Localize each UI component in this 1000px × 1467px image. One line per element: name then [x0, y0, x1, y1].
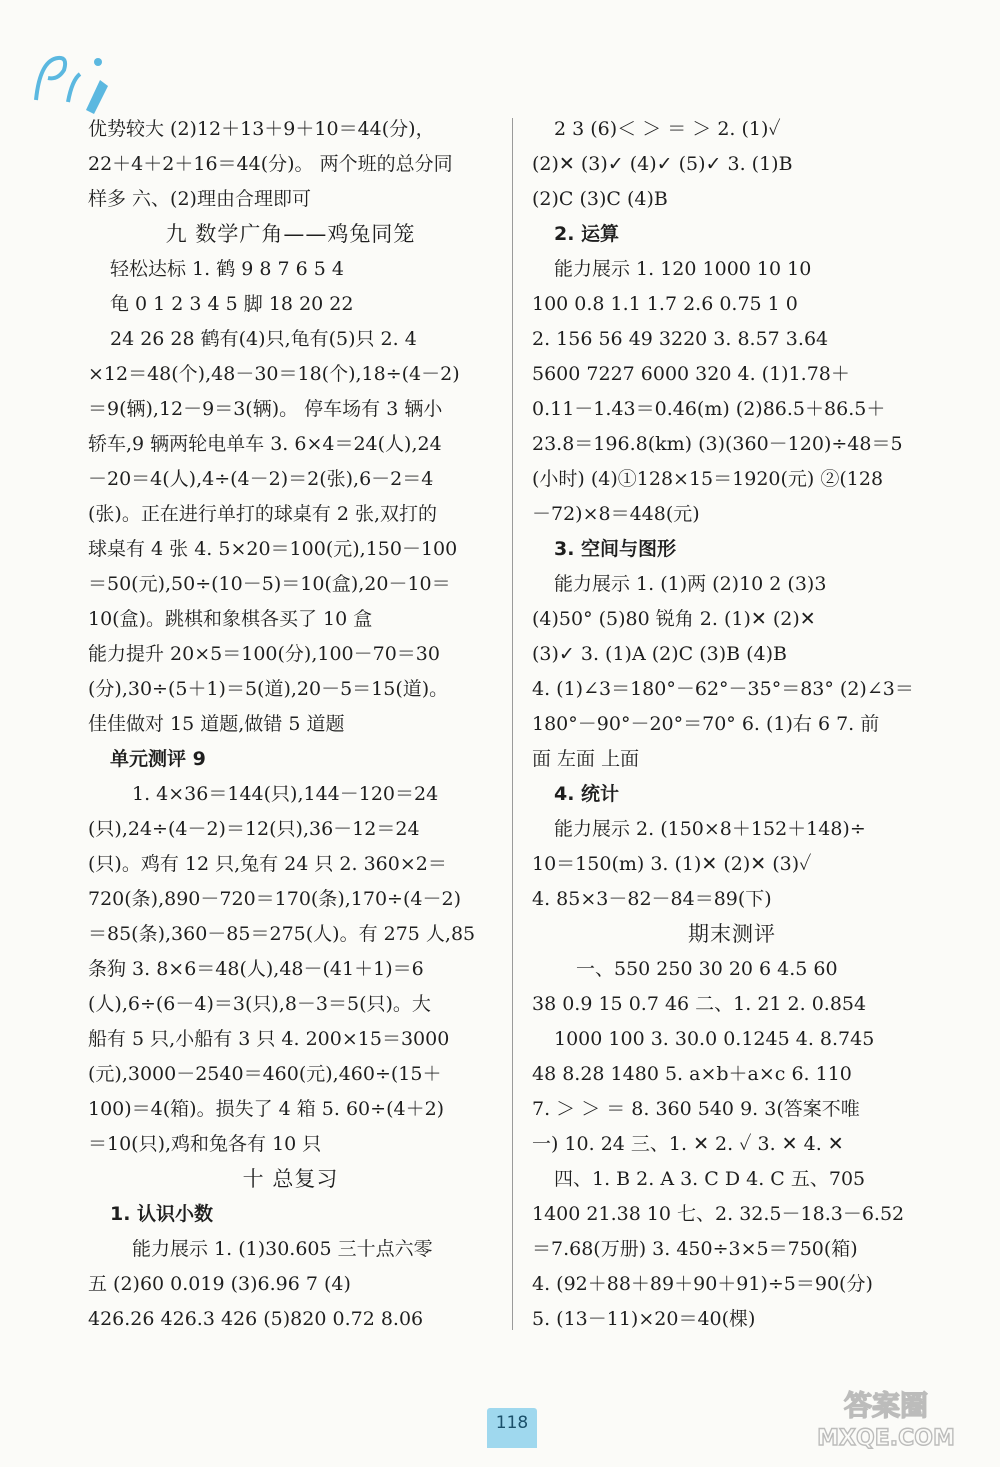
page-number: 118: [487, 1408, 537, 1448]
text-line: 一、550 250 30 20 6 4.5 60: [576, 958, 838, 980]
text-line: 一) 10. 24 三、1. ✕ 2. ✓ 3. ✕ 4. ✕: [532, 1133, 844, 1155]
text-line: 2 3 (6)＜ ＞ ＝ ＞ 2. (1)✓: [554, 118, 781, 140]
text-line: 单元测评 9: [110, 748, 206, 770]
watermark-url: MXQE.COM: [817, 1426, 955, 1451]
text-line: (只),24÷(4－2)＝12(只),36－12＝24: [88, 818, 420, 840]
text-line: ＝9(辆),12－9＝3(辆)。 停车场有 3 辆小: [88, 398, 443, 420]
text-line: 样多 六、(2)理由合理即可: [88, 188, 311, 210]
text-line: (3)✓ 3. (1)A (2)C (3)B (4)B: [532, 643, 787, 665]
text-line: 720(条),890－720＝170(条),170÷(4－2): [88, 888, 461, 910]
text-line: 10(盒)。跳棋和象棋各买了 10 盒: [88, 608, 373, 630]
section-heading: 期末测评: [688, 922, 776, 946]
text-line: 7. ＞ ＞ ＝ 8. 360 540 9. 3(答案不唯: [532, 1098, 860, 1120]
text-line: 23.8＝196.8(km) (3)(360－120)÷48＝5: [532, 433, 903, 455]
text-line: 面 左面 上面: [532, 748, 640, 770]
text-line: 船有 5 只,小船有 3 只 4. 200×15＝3000: [88, 1028, 450, 1050]
text-line: (2)✕ (3)✓ (4)✓ (5)✓ 3. (1)B: [532, 153, 793, 175]
text-line: 球桌有 4 张 4. 5×20＝100(元),150－100: [88, 538, 458, 560]
text-line: 180°－90°－20°＝70° 6. (1)右 6 7. 前: [532, 713, 880, 735]
text-line: (2)C (3)C (4)B: [532, 188, 668, 210]
text-line: (只)。鸡有 12 只,兔有 24 只 2. 360×2＝: [88, 853, 447, 875]
text-line: 100)＝4(箱)。损失了 4 箱 5. 60÷(4＋2): [88, 1098, 445, 1120]
text-line: 100 0.8 1.1 1.7 2.6 0.75 1 0: [532, 293, 798, 315]
text-line: 1000 100 3. 30.0 0.1245 4. 8.745: [554, 1028, 875, 1050]
text-line: ×12＝48(个),48－30＝18(个),18÷(4－2): [88, 363, 460, 385]
text-line: 2. 156 56 49 3220 3. 8.57 3.64: [532, 328, 829, 350]
left-column: [88, 112, 493, 1337]
text-line: (小时) (4)①128×15＝1920(元) ②(128: [532, 468, 884, 490]
text-line: (张)。正在进行单打的球桌有 2 张,双打的: [88, 503, 438, 525]
text-line: ＝7.68(万册) 3. 450÷3×5＝750(箱): [532, 1238, 858, 1260]
text-line: 四、1. B 2. A 3. C D 4. C 五、705: [554, 1168, 866, 1190]
text-line: 1. 认识小数: [110, 1203, 214, 1225]
text-line: －72)×8＝448(元): [532, 503, 700, 525]
text-line: 24 26 28 鹤有(4)只,龟有(5)只 2. 4: [110, 328, 417, 350]
text-line: 4. 统计: [554, 783, 620, 805]
text-line: 能力展示 1. (1)30.605 三十点六零: [132, 1238, 433, 1260]
text-line: 轿车,9 辆两轮电单车 3. 6×4＝24(人),24: [88, 433, 442, 455]
text-line: 能力展示 1. (1)两 (2)10 2 (3)3: [554, 573, 827, 595]
section-heading: 九 数学广角——鸡兔同笼: [165, 222, 416, 246]
text-line: 轻松达标 1. 鹤 9 8 7 6 5 4: [110, 258, 344, 280]
text-line: 0.11－1.43＝0.46(m) (2)86.5＋86.5＋: [532, 398, 886, 420]
text-line: 3. 空间与图形: [554, 538, 677, 560]
text-line: 能力展示 1. 120 1000 10 10: [554, 258, 812, 280]
decorative-sketch-icon: [28, 40, 118, 120]
text-line: ＝50(元),50÷(10－5)＝10(盒),20－10＝: [88, 573, 451, 595]
right-column: [532, 112, 932, 1337]
text-line: 龟 0 1 2 3 4 5 脚 18 20 22: [110, 293, 354, 315]
text-line: ＝85(条),360－85＝275(人)。有 275 人,85: [88, 923, 476, 945]
text-line: －20＝4(人),4÷(4－2)＝2(张),6－2＝4: [88, 468, 434, 490]
text-line: ＝10(只),鸡和兔各有 10 只: [88, 1133, 322, 1155]
text-line: 48 8.28 1480 5. a×b＋a×c 6. 110: [532, 1063, 852, 1085]
text-line: 5. (13－11)×20＝40(棵): [532, 1308, 756, 1330]
text-line: 1. 4×36＝144(只),144－120＝24: [132, 783, 439, 805]
text-line: (人),6÷(6－4)＝3(只),8－3＝5(只)。大: [88, 993, 431, 1015]
text-line: 4. 85×3－82－84＝89(下): [532, 888, 772, 910]
text-line: (4)50° (5)80 锐角 2. (1)✕ (2)✕: [532, 608, 816, 630]
watermark-logo: [786, 1381, 986, 1453]
text-line: 五 (2)60 0.019 (3)6.96 7 (4): [88, 1273, 351, 1295]
text-line: 能力展示 2. (150×8＋152＋148)÷: [554, 818, 866, 840]
text-line: 1400 21.38 10 七、2. 32.5－18.3－6.52: [532, 1203, 905, 1225]
text-line: 4. (1)∠3＝180°－62°－35°＝83° (2)∠3＝: [532, 678, 914, 700]
text-line: 4. (92＋88＋89＋90＋91)÷5＝90(分): [532, 1273, 873, 1295]
text-line: 5600 7227 6000 320 4. (1)1.78＋: [532, 363, 850, 385]
section-heading: 十 总复习: [242, 1167, 339, 1191]
watermark-main: 答案圈: [843, 1389, 929, 1422]
text-line: 426.26 426.3 426 (5)820 0.72 8.06: [88, 1308, 424, 1330]
text-line: 优势较大 (2)12＋13＋9＋10＝44(分)，: [88, 118, 435, 140]
text-line: 10＝150(m) 3. (1)✕ (2)✕ (3)✓: [532, 853, 812, 875]
text-line: 佳佳做对 15 道题,做错 5 道题: [88, 713, 345, 735]
text-line: 2. 运算: [554, 223, 620, 245]
text-line: (元),3000－2540＝460(元),460÷(15＋: [88, 1063, 442, 1085]
text-line: 22＋4＋2＋16＝44(分)。 两个班的总分同: [88, 153, 453, 175]
text-line: 38 0.9 15 0.7 46 二、1. 21 2. 0.854: [532, 993, 867, 1015]
text-line: 条狗 3. 8×6＝48(人),48－(41＋1)＝6: [88, 958, 424, 980]
column-divider: [512, 118, 513, 1330]
text-line: 能力提升 20×5＝100(分),100－70＝30: [88, 643, 440, 665]
text-line: (分),30÷(5＋1)＝5(道),20－5＝15(道)。: [88, 678, 449, 700]
